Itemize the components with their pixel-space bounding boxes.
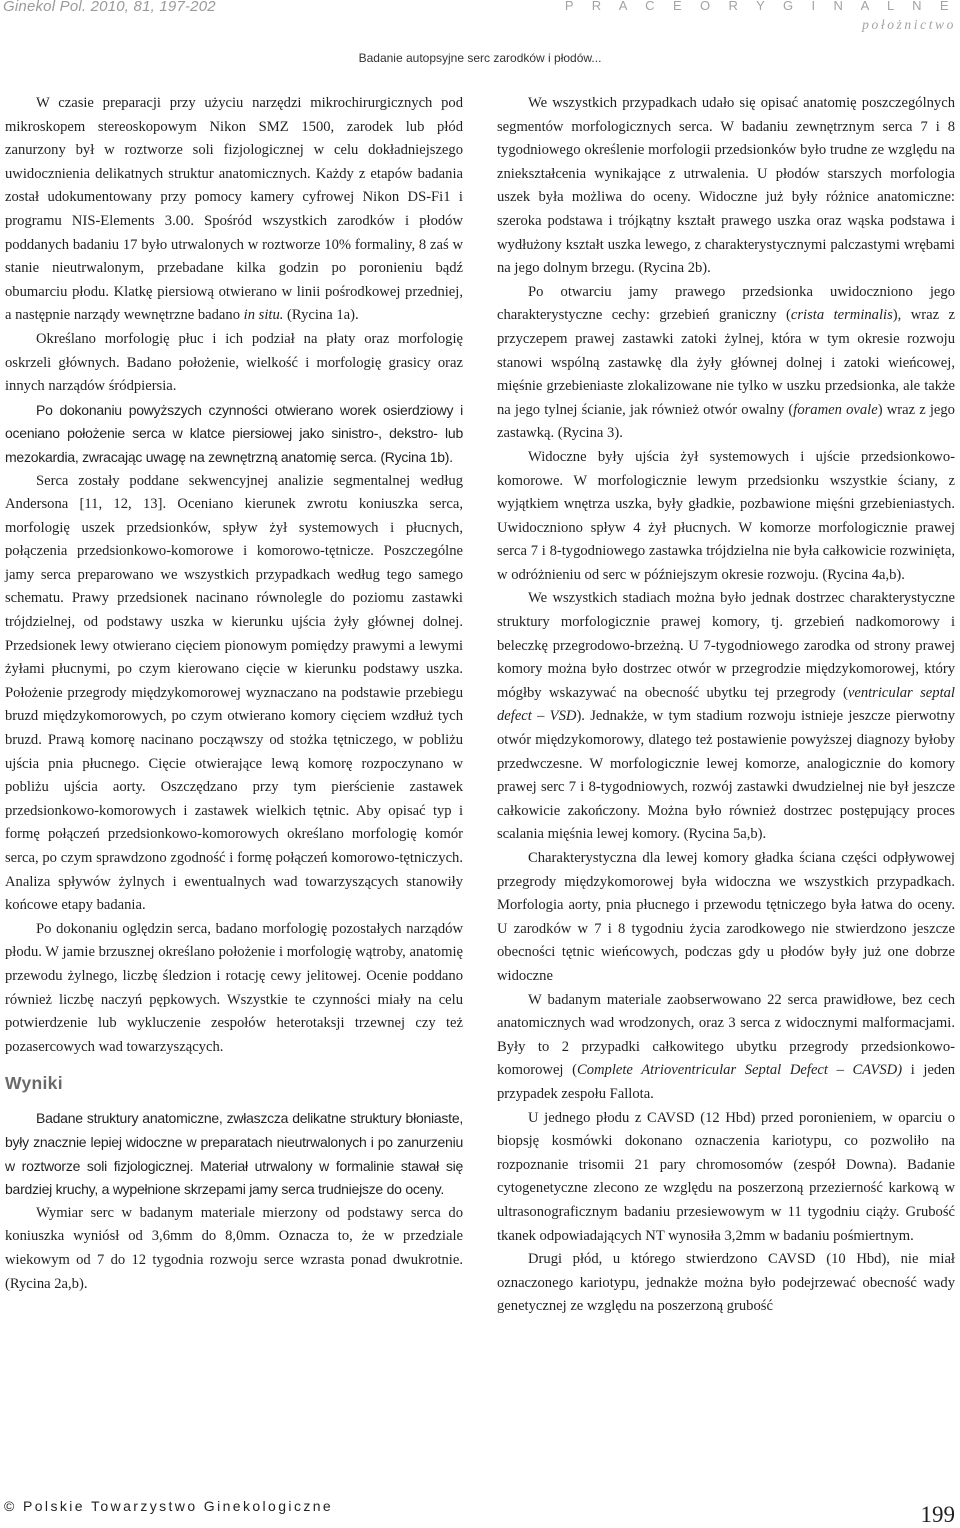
paragraph bbox=[497, 281, 955, 446]
paragraph: We wszystkich przypadkach udało się opisać anatomię poszczególnych segmentów morfologicznych serca. W badaniu zewnętrznym serca 7 i 8 tygodniowego określenie morfologii przedsionków było trudne ze względu na zniekształcenia wynikające z utrwalenia. U płodów starszych morfologia uszek była możliwa do oceny. Widoczne już były różnice anatomiczne: szeroka podstawa i trójkątny kształt prawego uszka oraz wąska podstawa i wydłużony kształt uszka lewego, z charakterystycznymi palczastymi wrębami na jego dolnym brzegu. (Rycina 2b). bbox=[497, 95, 955, 277]
emphasis-text: ventricular septal defect – VSD bbox=[497, 684, 955, 725]
paragraph-text: (Rycina 1a). bbox=[283, 307, 359, 324]
paragraph: Określano morfologię płuc i ich podział na płaty oraz morfologię oskrzeli głównych. Badano położenie, wielkość i morfologię grasicy oraz innych narządów śródpiersia. bbox=[5, 330, 463, 395]
running-title: Badanie autopsyjne serc zarodków i płodów... bbox=[358, 51, 602, 65]
paragraph-text: ), wraz z przyczepem prawej zastawki zatoki żylnej, która w tym okresie rozwoju stanowi wspólną zastawkę dla żyły głównej dolnej i zatoki wieńcowej, mięśnie grzebieniaste zlokalizowane nie tylko w uszku przedsionka, ale także na jego tylnej ścianie, jak również otwór owalny ( bbox=[497, 307, 956, 418]
paragraph bbox=[497, 989, 955, 1107]
section-label: P R A C E O R Y G I N A L N E bbox=[564, 0, 956, 13]
paragraph-text: W czasie preparacji przy użyciu narzędzi mikrochirurgicznych pod mikroskopem stereoskopowym Nikon SMZ 1500, zarodek lub płód zanurzony był w roztworze soli fizjologicznej w celu dokładniejszego uwidocznienia delikatnych struktur anatomicznych. Każdy z etapów badania został udokumentowany przy pomocy kamery cyfrowej Nikon DS-Fi1 i programu NIS-Elements 3.00. Spośród wszystkich zarodków i płodów poddanych badaniu 17 było utrwalonych w roztworze 10% formaliny, 8 zaś w stanie nieutrwalonym, przebadane kilka godzin po poronieniu bądź obumarciu płodu. Klatkę piersiową otwierano w linii pośrodkowej przedniej, a następnie narządy wewnętrzne badano bbox=[5, 95, 463, 324]
section-heading: Wyniki bbox=[5, 1073, 63, 1094]
paragraph: Widoczne były ujścia żył systemowych i ujście przedsionkowo-komorowe. W morfologicznie lewym przedsionku wszystkie ściany, z wyjątkiem wnętrza uszka, były gładkie, pozbawione mięśni grzebieniastych. Uwidoczniono spływ 4 żył płucnych. W komorze morfologicznie prawej serca 7 i 8-tygodniowego zastawka trójdzielna nie była całkowicie rozwinięta, w odróżnieniu od serc w późniejszym okresie rozwoju. (Rycina 4a,b). bbox=[497, 448, 955, 583]
paragraph: Po dokonaniu powyższych czynności otwierano worek osierdziowy i oceniano położenie serca w klatce piersiowej jako sinistro-, dekstro- lub mezokardia, zwracając uwagę na zewnętrzną anatomię serca. (Rycina 1b). bbox=[5, 401, 463, 465]
emphasis-text: foramen ovale bbox=[793, 401, 878, 418]
paragraph: Charakterystyczna dla lewej komory gładka ściana części odpływowej przegrody międzykomorowej była widoczna we wszystkich przypadkach. Morfologia aorty, pnia płucnego i przewodu tętniczego była łatwa do oceny. U zarodków w 7 i 8 tygodniu życia zarodkowego nie stwierdzono jeszcze obecności tętnic wieńcowych, podczas gdy u płodów były już one dobrze widoczne bbox=[497, 850, 955, 984]
paragraph bbox=[5, 92, 463, 328]
paragraph-text: We wszystkich stadiach można było jednak dostrzec charakterystyczne struktury morfologicznie prawej komory, tj. grzebień nadkomorowy i beleczkę przegrodowo-brzeżną. U 7-tygodniowego zarodka od strony prawej komory można było dostrzec otwór w przegrodzie międzykomorowej, który mógłby wskazywać na obecność ubytku tej przegrody ( bbox=[497, 590, 955, 701]
emphasis-text: crista terminalis bbox=[790, 307, 893, 324]
paragraph: Badane struktury anatomiczne, zwłaszcza delikatne struktury błoniaste, były znacznie lepiej widoczne w preparatach nieutrwalonych i po zanurzeniu w roztworze soli fizjologicznej. Materiał utrwalony w formalinie stawał się bardziej kruchy, a wypełnione skrzepami jamy serca trudniejsze do oceny. bbox=[5, 1110, 463, 1198]
emphasis-text: in situ. bbox=[243, 307, 284, 324]
right-column bbox=[497, 92, 955, 1319]
paragraph-text: ) wraz z jego zastawką. (Rycina 3). bbox=[497, 401, 955, 442]
emphasis-text: Complete Atrioventricular Septal Defect – CAVSD) bbox=[576, 1062, 903, 1079]
paragraph: Drugi płód, u którego stwierdzono CAVSD (10 Hbd), nie miał oznaczonego kariotypu, jednakże można było podejrzewać obecność wady genetycznej ze względu na poszerzoną grubość bbox=[497, 1251, 955, 1315]
paragraph-text: Po otwarciu jamy prawego przedsionka uwidoczniono jego charakterystyczne cechy: grzebień graniczny ( bbox=[497, 283, 955, 324]
paragraph-text: W badanym materiale zaobserwowano 22 serca prawidłowe, bez cech anatomicznych wad wrodzonych, oraz 3 serca z widocznymi malformacjami. Były to 2 przypadki całkowitego ubytku przegrody przedsionkowo-komorowej ( bbox=[497, 991, 955, 1079]
paragraph bbox=[497, 587, 955, 847]
page-number: 199 bbox=[920, 1502, 955, 1527]
specialty-label: położnictwo bbox=[862, 17, 956, 32]
paragraph: Po dokonaniu oględzin serca, badano morfologię pozostałych narządów płodu. W jamie brzusznej określano położenie i morfologię wątroby, anatomię przewodu żylnego, liczbę śledzion i rotację cewy jelitowej. Ocenie poddano również liczbę naczyń pępkowych. Wszystkie te czynności miały na celu potwierdzenie lub wykluczenie zespołów heterotaksji trzewnej czy też pozasercowych wad towarzyszących. bbox=[5, 920, 463, 1055]
paragraph: Serca zostały poddane sekwencyjnej analizie segmentalnej według Andersona [11, 12, 13]. Oceniano kierunek zwrotu koniuszka serca, morfologię uszek przedsionków, spływ żył systemowych i płucnych, połączenia przedsionkowo-komorowe i komorowo-tętnicze. Poszczególne jamy serca preparowano we wszystkich przypadkach według tego samego schematu. Prawy przedsionek nacinano równolegle do poziomu zastawki trójdzielnej, od podstawy uszka w kierunku ujścia żyły głównej dolnej. Przedsionek lewy otwierano cięciem pionowym pomiędzy prawymi a lewymi żyłami płucnymi, po czym kierowano cięcie w kierunku podstawy uszka. Położenie przegrody międzykomorowej wyznaczano na podstawie przebiegu bruzd międzykomorowych, po czym otwierano komory cięciem wzdłuż tych bruzd. Prawą komorę nacinano począwszy od stożka tętniczego, w pobliżu ujścia pnia płucnego. Cięcie otwierające lewą komorę rozpoczynano w pobliżu ujścia aorty. Oszczędzano przy tym pierścienie zastawek przedsionkowo-komorowych i zastawek wielkich tętnic. Aby opisać typ i formę połączeń przedsionkowo-komorowych określano morfologię komór serca, po czym sprawdzono zgodność i formę połączeń komorowo-tętniczych. Analiza spływów żylnych i ewentualnych wad towarzyszących stanowiły końcowe etapy badania. bbox=[5, 472, 463, 914]
journal-citation: Ginekol Pol. 2010, 81, 197-202 bbox=[3, 0, 216, 15]
paragraph-text: i jeden przypadek zespołu Fallota. bbox=[497, 1062, 955, 1102]
left-column bbox=[5, 92, 463, 1296]
footer-copyright: © Polskie Towarzystwo Ginekologiczne bbox=[4, 1498, 334, 1514]
paragraph: U jednego płodu z CAVSD (12 Hbd) przed poronieniem, w oparciu o biopsję kosmówki dokonano oznaczenia kariotypu, co pozwoliło na rozpoznanie trisomii 21 pary chromosomów (zespół Downa). Badanie cytogenetyczne zlecono ze względu na poszerzoną przezierność karkową w ultrasonograficznym badaniu przesiewowym w 11 tygodniu ciąży. Grubość tkanek odpowiadających NT wynosiła 3,2mm w badaniu pośmiertnym. bbox=[497, 1109, 955, 1244]
paragraph: Wymiar serc w badanym materiale mierzony od podstawy serca do koniuszka wyniósł od 3,6mm do 8,0mm. Oznacza to, że w przedziale wiekowym od 7 do 12 tygodnia rozwoju serce wzrasta ponad dwukrotnie. (Rycina 2a,b). bbox=[5, 1204, 463, 1292]
paragraph-text: ). Jednakże, w tym stadium rozwoju istnieje jeszcze pierwotny otwór międzykomorowy, dlatego też postawienie powyższej diagnozy byłoby przedwczesne. W morfologicznie lewej komorze, analogicznie do komory prawej serc 7 i 8-tygodniowych, rozwój zastawki dwudzielnej nie był jeszcze całkowicie zakończony. Można było również dostrzec postępujący proces scalania mięśnia lewej komory. (Rycina 5a,b). bbox=[497, 708, 955, 843]
